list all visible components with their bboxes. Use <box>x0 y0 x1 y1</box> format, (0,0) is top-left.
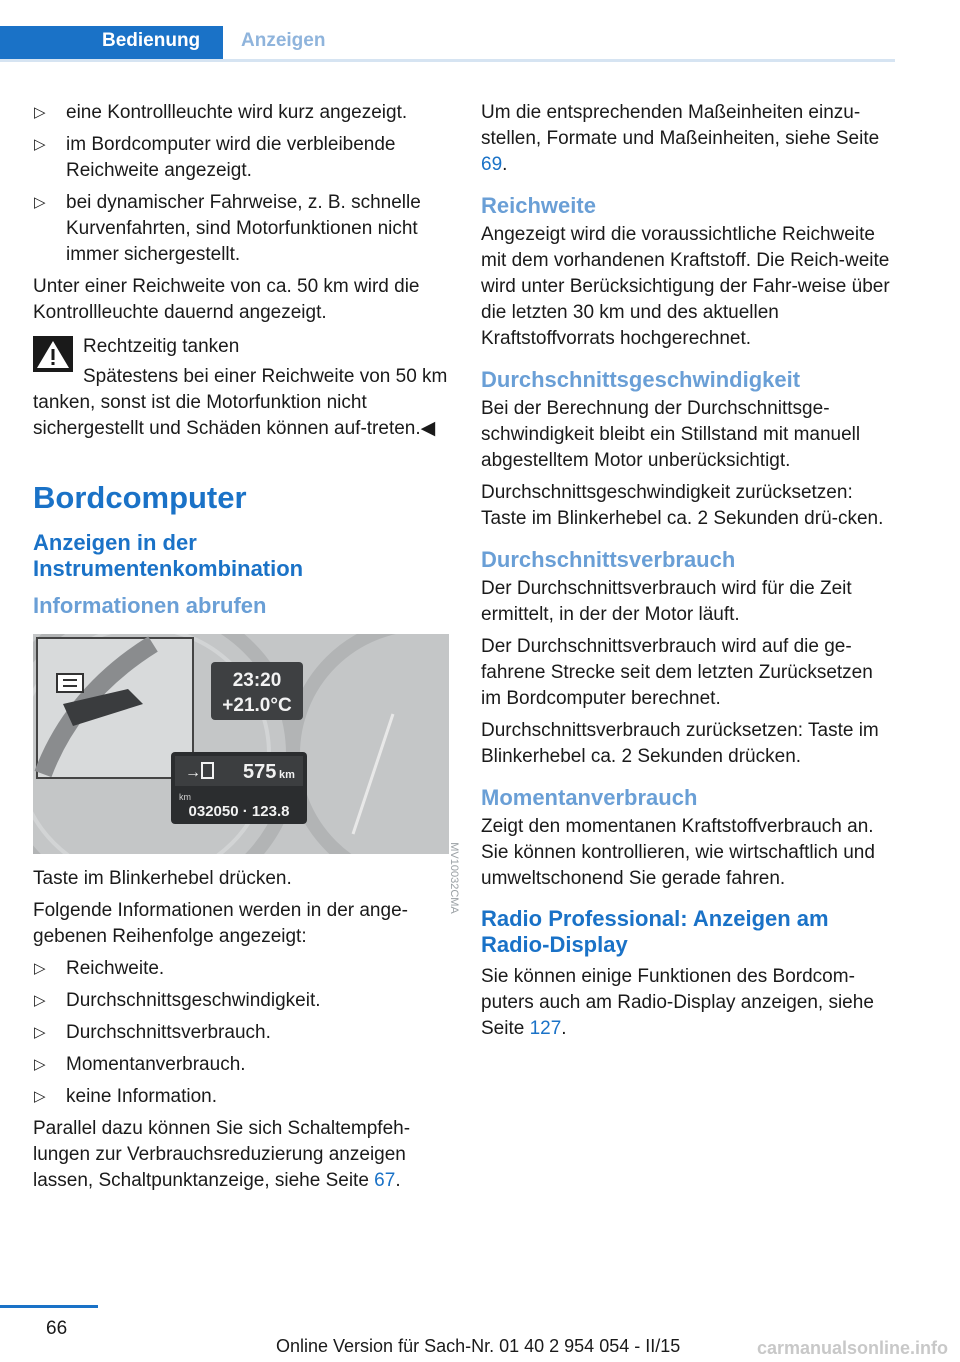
tab-anzeigen[interactable]: Anzeigen <box>241 30 326 51</box>
paragraph: Parallel dazu können Sie sich Schaltempfeh‐lungen zur Verbrauchsreduzierung anzeigen lassen, Schaltpunktanzeige, siehe Seite 67. <box>33 1118 411 1191</box>
tab-bedienung[interactable]: Bedienung <box>0 26 223 60</box>
warning-text: Spätestens bei einer Reichweite von 50 km tanken, sonst ist die Motorfunktion nicht sichergestellt und Schäden können auf‐treten.◀ <box>33 366 448 439</box>
topic-title: Reichweite <box>481 193 596 218</box>
paragraph: Angezeigt wird die voraussichtliche Reichweite mit dem vorhandenen Kraftstoff. Die Reich‐weite wird unter Berücksichtigung der Fahr‐weise über die letzten 30 km und des aktuellen Kraftstoffvorrats hochgerechnet. <box>481 224 890 349</box>
topic-title: Durchschnittsverbrauch <box>481 547 736 572</box>
list-item: ▷ keine Information. <box>33 1084 451 1110</box>
triangle-bullet-icon: ▷ <box>34 1088 46 1105</box>
paragraph: Taste im Blinkerhebel drücken. <box>33 868 292 889</box>
odometer-unit: km <box>179 792 191 802</box>
instrument-cluster-illustration <box>33 634 449 854</box>
paragraph: Durchschnittsverbrauch zurücksetzen: Taste im Blinkerhebel ca. 2 Sekunden drücken. <box>481 720 879 767</box>
triangle-bullet-icon: ▷ <box>34 1056 46 1073</box>
list-item: ▷ Durchschnittsgeschwindigkeit. <box>33 988 451 1014</box>
paragraph: Unter einer Reichweite von ca. 50 km wird die Kontrollleuchte dauernd angezeigt. <box>33 276 420 323</box>
paragraph: Zeigt den momentanen Kraftstoffverbrauch an. Sie können kontrollieren, wie wirtschaftlich und umweltschonend Sie gerade fahren. <box>481 816 875 889</box>
chapter-tabs <box>0 0 895 62</box>
list-item: ▷ Reichweite. <box>33 956 451 982</box>
odometer-readout: 032050 · 123.8 <box>188 803 290 820</box>
topic-title: Durchschnittsgeschwindigkeit <box>481 367 801 392</box>
triangle-bullet-icon: ▷ <box>34 194 46 211</box>
topic-title: Informationen abrufen <box>33 593 267 618</box>
paragraph: Bei der Berechnung der Durchschnittsge‐schwindigkeit bleibt ein Stillstand mit manuell abgestelltem Motor unberücksichtigt. <box>481 398 861 471</box>
paragraph: Der Durchschnittsverbrauch wird auf die ge‐fahrene Strecke seit dem letzten Zurücksetzen im Bordcomputer berechnet. <box>481 636 873 709</box>
range-readout: 575 <box>243 761 277 783</box>
subsection-title: Anzeigen in der Instrumentenkombination <box>33 530 304 581</box>
list-item: ▷ im Bordcomputer wird die verbleibende Reichweite angezeigt. <box>34 134 396 181</box>
paragraph: Folgende Informationen werden in der ange‐gebenen Reihenfolge angezeigt: <box>33 900 408 947</box>
subsection-title: Radio Professional: Anzeigen am Radio-Display <box>481 906 829 957</box>
left-column <box>33 100 451 1200</box>
footer-text: Online Version für Sach-Nr. 01 40 2 954 054 - II/15 <box>276 1336 681 1356</box>
list-item: ▷ Momentanverbrauch. <box>33 1052 451 1078</box>
list-item: ▷ eine Kontrollleuchte wird kurz angezeigt. <box>33 100 451 126</box>
watermark: carmanualsonline.info <box>756 1338 948 1358</box>
page-link[interactable]: 127 <box>529 1018 562 1039</box>
triangle-bullet-icon: ▷ <box>34 136 46 153</box>
temperature-readout: +21.0°C <box>222 695 292 716</box>
page-number: 66 <box>46 1318 68 1339</box>
instrument-cluster-figure <box>33 634 449 854</box>
page-link[interactable]: 67 <box>374 1170 396 1191</box>
footer-divider <box>0 1305 98 1308</box>
figure-id: MV10032CMA <box>447 842 460 914</box>
section-title: Bordcomputer <box>33 480 247 515</box>
paragraph: Um die entsprechenden Maßeinheiten einzu‐stellen, Formate und Maßeinheiten, siehe Seite 69. <box>481 102 880 175</box>
svg-text:→: → <box>185 764 201 781</box>
triangle-bullet-icon: ▷ <box>34 960 46 977</box>
triangle-bullet-icon: ▷ <box>34 992 46 1009</box>
warning-triangle-icon <box>33 336 73 372</box>
warning-title: Rechtzeitig tanken <box>83 336 240 357</box>
clock-readout: 23:20 <box>232 670 282 691</box>
list-item: ▷ Durchschnittsverbrauch. <box>33 1020 451 1046</box>
list-item: ▷ bei dynamischer Fahrweise, z. B. schnelle Kurvenfahrten, sind Motorfunktionen nicht immer sichergestellt. <box>34 192 421 265</box>
paragraph: Sie können einige Funktionen des Bordcom‐puters auch am Radio-Display anzeigen, siehe Seite 127. <box>481 966 874 1039</box>
page-link[interactable]: 69 <box>481 154 503 175</box>
paragraph: Durchschnittsgeschwindigkeit zurücksetzen: Taste im Blinkerhebel ca. 2 Sekunden drü‐cken. <box>481 482 884 529</box>
right-column <box>481 100 897 1048</box>
warning-block <box>33 334 451 442</box>
topic-title: Momentanverbrauch <box>481 785 698 810</box>
triangle-bullet-icon: ▷ <box>34 104 46 121</box>
paragraph: Der Durchschnittsverbrauch wird für die Zeit ermittelt, in der der Motor läuft. <box>481 578 852 625</box>
range-unit: km <box>279 769 295 781</box>
header-divider <box>0 59 895 62</box>
triangle-bullet-icon: ▷ <box>34 1024 46 1041</box>
